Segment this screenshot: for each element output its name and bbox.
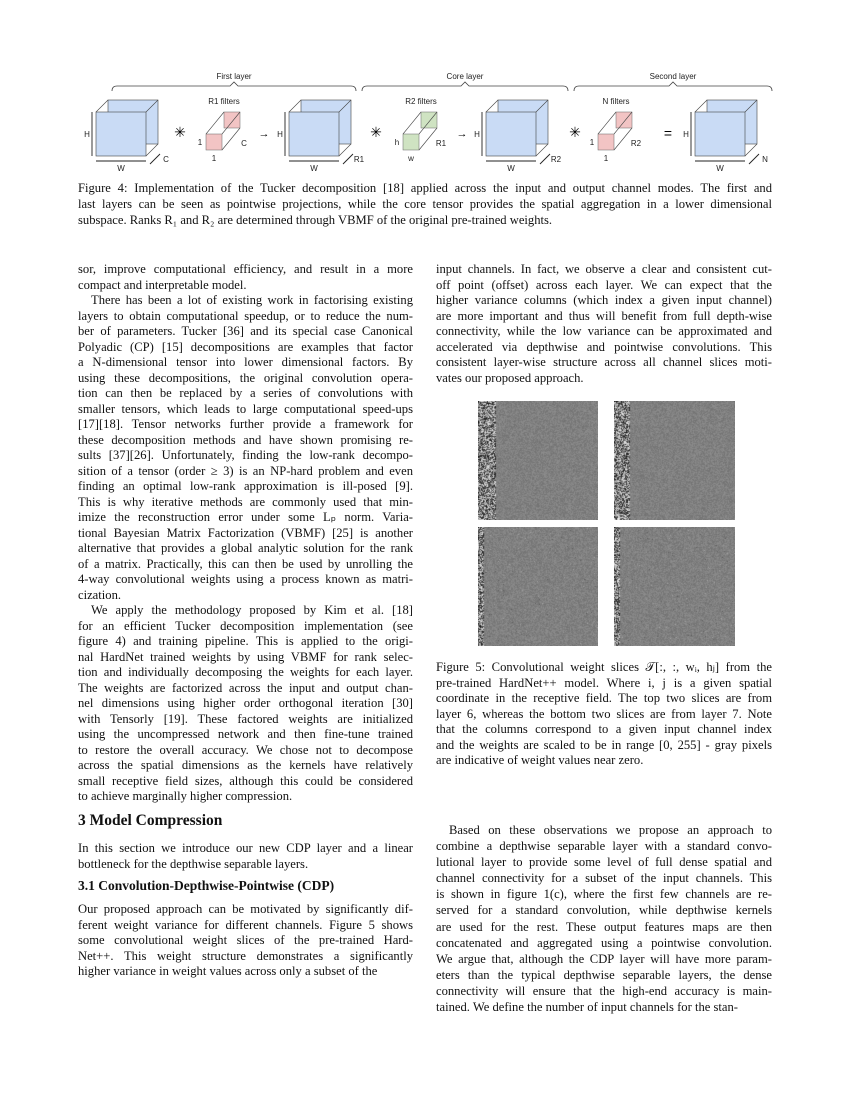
text-line: and the weights are scaled to be in range [0, 255] - gray pixels	[436, 737, 772, 752]
text-line: imize the reconstruction error under some Lₚ norm. Varia-	[78, 510, 413, 524]
weight-slice-layer7-a	[478, 527, 598, 646]
text-line: cization.	[78, 587, 122, 602]
weight-slice-layer6-b	[614, 401, 735, 520]
text-line: connectivity, while the low variance can be approximated and	[436, 324, 772, 338]
weight-slice-layer7-b	[614, 527, 735, 646]
text-line: are more important and thus will benefit from full depth-wise	[436, 308, 772, 323]
text-line: last layers can be seen as pointwise projections, while the core tensor provides the spatial aggregation in a lower dimensional	[78, 197, 772, 211]
figure-4-caption	[78, 180, 772, 228]
filter-width-label: w	[408, 154, 414, 163]
text-line: small receptive field sizes, although this could be considered	[78, 773, 413, 788]
text-line: eters than the typical depthwise separable layers, the dense	[436, 967, 772, 982]
filter-depth-label: R2	[630, 139, 642, 148]
group-label-2: Second layer	[649, 72, 697, 81]
text-line: using the uncompressed network and then fine-tune trained	[78, 727, 413, 741]
text-line: served for a standard convolution, while depthwise kernels	[436, 903, 772, 918]
right-para-1	[436, 262, 772, 386]
section-heading: 3 Model Compression	[78, 812, 223, 829]
text-line: coordinate in the receptive field. The top two slices are from	[436, 691, 772, 705]
width-label: W	[310, 164, 318, 173]
depth-label: R1	[353, 155, 365, 164]
text-line: pre-trained HardNet++ model. Where i, j is a given spatial	[436, 675, 772, 690]
text-line: with Tensorly [19]. These factored weights are initialized	[78, 711, 413, 726]
text-line: off point (offset) across each layer. We can expect that the	[436, 277, 772, 292]
width-label: W	[716, 164, 724, 173]
filters-label-0: R1 filters	[208, 97, 240, 106]
group-label-0: First layer	[216, 72, 252, 81]
text-line: Our proposed approach can be motivated by significantly dif-	[78, 902, 413, 916]
width-label: W	[117, 164, 125, 173]
text-line: input channels. In fact, we observe a clear and consistent cut-	[436, 262, 772, 276]
text-line: to restore the overall accuracy. We chose not to decompose	[78, 742, 413, 757]
text-line: consistent layer-wise structure across all channel slices moti-	[436, 355, 772, 369]
text-line: channel connectivity for a subset of the input channels. This	[436, 871, 772, 886]
filter-height-label: h	[394, 138, 400, 147]
text-line: Based on these observations we propose an approach to	[449, 823, 772, 837]
text-line: some convolutional weight slices of the pre-trained Hard-	[78, 933, 413, 947]
text-line: that the columns correspond to a given input channel index	[436, 722, 772, 736]
text-line: higher variance columns (which index a given input channel)	[436, 293, 772, 307]
first-filters	[206, 112, 240, 150]
equals-icon: =	[663, 125, 673, 141]
text-line: There has been a lot of existing work in factorising existing	[91, 293, 413, 307]
left-para-4	[78, 841, 413, 872]
text-line: bottleneck for the depthwise separable layers.	[78, 856, 309, 871]
height-label: H	[277, 130, 283, 139]
text-line: smaller tensors, which leads to large computational speed-ups	[78, 401, 413, 416]
text-line: ferent weight variance for different channels. Figure 5 shows	[78, 917, 413, 932]
height-label: H	[474, 130, 480, 139]
text-line: tion and individually decomposing the weights for each layer.	[78, 665, 413, 679]
text-line: Figure 4: Implementation of the Tucker decomposition [18] applied across the input and output channel modes. The first and	[78, 181, 772, 195]
text-line: for an efficient Tucker decomposition implementation (see	[78, 618, 413, 633]
text-line: are indicative of weight values near zero.	[436, 753, 644, 767]
depth-label: C	[163, 155, 169, 164]
text-line: tained. We define the number of input channels for the stan-	[436, 1000, 738, 1015]
depth-label: R2	[550, 155, 562, 164]
text-line: sor, improve computational efficiency, and result in a more	[78, 262, 413, 276]
text-line: sition of a tensor (order ≥ 3) is an NP-hard problem and even	[78, 463, 413, 478]
text-line: using these decompositions, the original convolution opera-	[78, 370, 413, 385]
text-line: tional Bayesian Matrix Factorization (VBMF) [25] is another	[78, 525, 413, 540]
figure-5-caption	[436, 660, 772, 769]
width-label: W	[507, 164, 515, 173]
height-label: H	[84, 130, 90, 139]
text-line: Net++. This weight structure demonstrates a significantly	[78, 948, 413, 963]
filter-width-label: 1	[603, 154, 609, 163]
filter-width-label: 1	[211, 154, 217, 163]
text-line: finding an optimal low-rank approximation is ill-posed [9].	[78, 479, 413, 493]
figure-4-tucker-diagram	[0, 0, 850, 180]
text-line: nel dimensions using higher order orthogonal iteration [30]	[78, 696, 413, 710]
left-para-5	[78, 902, 413, 980]
group-label-1: Core layer	[446, 72, 484, 81]
core-output-tensor	[482, 100, 550, 164]
left-para-1	[78, 262, 413, 293]
left-para-3	[78, 603, 413, 805]
text-line: are used for the rest. These output features maps are then	[436, 919, 772, 934]
text-line: combine a depthwise separable layer with a standard convo-	[436, 839, 772, 854]
text-line: figure 4) and training pipeline. This is applied to the origi-	[78, 634, 413, 648]
text-line: layer 6, whereas the bottom two slices are from layer 7. Note	[436, 706, 772, 721]
text-line: alternative that provides a global analytic solution for the rank	[78, 541, 413, 555]
subsection-heading: 3.1 Convolution-Depthwise-Pointwise (CDP)	[78, 878, 335, 893]
arrow-icon: →	[456, 128, 468, 140]
text-line: 4-way convolutional weights using a process known as matri-	[78, 572, 413, 586]
text-line: ber of parameters. Tucker [36] and its special case Canonical	[78, 324, 413, 338]
height-label: H	[683, 130, 689, 139]
left-para-2	[78, 293, 413, 603]
text-line: vates our proposed approach.	[436, 370, 584, 385]
second-filters	[598, 112, 632, 150]
convolution-icon: ✳	[569, 124, 581, 140]
text-line: a N-dimensional tensor into lower dimensional factors. By	[78, 355, 413, 369]
convolution-icon: ✳	[370, 124, 382, 140]
text-line: We argue that, although the CDP layer will have more param-	[436, 951, 772, 966]
text-line: This is why iterative methods are commonly used that min-	[78, 494, 413, 509]
text-line: compact and interpretable model.	[78, 277, 247, 292]
text-line: of a matrix. Practically, this can then be used by unrolling the	[78, 556, 413, 571]
text-line: Polyadic (CP) [15] decompositions are examples that factor	[78, 339, 413, 354]
text-line: is shown in figure 1(c), where the first few channels are re-	[436, 887, 772, 902]
text-line: nal HardNet trained weights by using VBMF for rank selec-	[78, 649, 413, 664]
depth-label: N	[762, 155, 768, 164]
text-line: lutional layer to provide some level of full dense spatial and	[436, 855, 772, 870]
core-filters	[403, 112, 437, 150]
text-line: Figure 5: Convolutional weight slices 𝒯[:, :, wᵢ, hⱼ] from the	[436, 660, 772, 674]
filter-height-label: 1	[197, 138, 203, 147]
weight-slice-layer6-a	[478, 401, 598, 520]
text-line: these decomposition methods and have shown promising re-	[78, 432, 413, 447]
text-line: In this section we introduce our new CDP layer and a linear	[78, 841, 413, 855]
filters-label-2: N filters	[602, 97, 630, 106]
arrow-icon: →	[258, 128, 270, 140]
text-line: subspace. Ranks R₁ and R₂ are determined through VBMF of the original pre-trained weights.	[78, 213, 553, 227]
text-line: higher variance in weight values across only a subset of the	[78, 964, 378, 978]
input-tensor	[92, 100, 160, 164]
filter-height-label: 1	[589, 138, 595, 147]
text-line: concatenated and aggregated using a pointwise convolution.	[436, 935, 772, 950]
text-line: accelerated via depthwise and pointwise convolutions. This	[436, 339, 772, 354]
filter-depth-label: R1	[435, 139, 447, 148]
filters-label-1: R2 filters	[405, 97, 437, 106]
right-para-2	[436, 822, 772, 1015]
text-line: sults [37][26]. Unfortunately, finding the low-rank decompo-	[78, 448, 413, 462]
text-line: layers to obtain computational speedup, or to reduce the num-	[78, 308, 413, 323]
text-line: tion can then be replaced by a series of convolutions with	[78, 386, 413, 400]
convolution-icon: ✳	[174, 124, 186, 140]
text-line: We apply the methodology proposed by Kim et al. [18]	[91, 603, 413, 617]
text-line: connectivity will ensure that the high-end accuracy is main-	[436, 983, 772, 998]
text-line: The weights are factorized across the input and output chan-	[78, 680, 413, 695]
text-line: to achieve marginally higher compression.	[78, 789, 293, 803]
text-line: [17][18]. Tensor networks further provide a framework for	[78, 417, 413, 431]
output-tensor	[691, 100, 759, 164]
filter-depth-label: C	[241, 139, 247, 148]
text-line: across the spatial dimensions as the kernels have relatively	[78, 758, 413, 772]
first-output-tensor	[285, 100, 353, 164]
